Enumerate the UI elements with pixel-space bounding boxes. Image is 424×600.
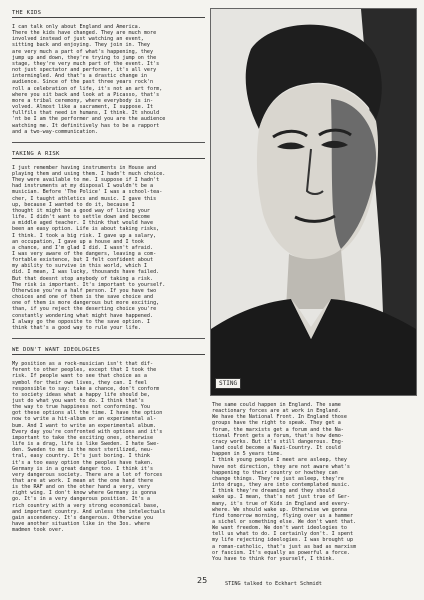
section-taking-a-risk	[12, 151, 205, 331]
left-column	[12, 10, 205, 533]
interview-credit: STING talked to Eckhart Schmidt	[225, 581, 322, 587]
section-divider	[12, 142, 205, 143]
section-body: My position as a rock-musician isn't that dif- ferent to other peoples, except that I took the risk. If people want to see that choice as a symbol for their own lives, they can. I feel responsible to say: take a chance, don't conform to society ideas what a happy life should be, just do what you want to do. I think that's the way to true happiness not conforming. You got these options all the time. I have the option now to write a hit-album or an experimental al- bum. And I want to write an experimental album. Every day you're confronted with options and it's important to take the exciting ones, otherwise life is a drag, life is like Sweden. I hate Swe- den. Sweden to me is the most sterilized, neu- tral, easy country. It's just boring. I think it's a too easy option the peoples have taken. Germany is in a great danger too. I think it's very dangerous society. There are a lot of forces that are at work. I mean at the one hand there is the RAF and on the other hand a very, very right wing. I don't know where Germany is gonna go. It's in a very dangerous position. It's a rich country with a very strong economical base, and important country. And unless the intelectuals gain ascendency. It's dangerous. Otherwise you have another situation like in the 3os. where madmen took over.	[12, 361, 166, 534]
section-body: I can talk only about England and America. There the kids have changed. They are much more involved instead of just watching an event, sitting back and enjoying. They join in. They are very much a part of what's happening, they jump up and down, they're trying to jump on the stage, they're very much part of the event. It's not just spectator and performer, it's all very intermingled. And that's a drastic change in audience. Since of the past three years rock'n roll a celebration of life, it's not an art form, where you sit back and look at a Picasso, that's more a tribal ceremony, where everybody is in- volved. Almost like a sacrament, I suppose. It fullfils that need in humans, I think. It should 'nt be I am the performer and you are the audience watching me. It definitively has to be a rapport and a two-way-communication.	[12, 24, 166, 135]
section-ideologies	[12, 347, 205, 533]
section-body: I just remember having instruments in House and playing them and using them. I hadn't much choice. They were available to me. I suppose if I hadn't had instruments at my disposal I wouldn't be a musician. Before 'The Police' I was a school-tea- cher, I taught athletics and music. I gave this up, because I wanted to do it, because I thought it might be a good way of living your life. I didn't want to settle down and become a middle aged teacher. I think that would have been an easy option. Life is about taking risks, I think. I took a big risk. I gave up a salary, an occupation, I gave up a house and I took a chance, and I'm glad I did. I wasn't afraid. I was very aware of the dangers, leaving a com- fortable existence, but I felt confident about my ability to survive in this world, which I did. I mean, I was lucky, thousands have failed. But that doesnt stop anybody of taking a risk. The risk is important. It's important to yourself. Otherwise you're a half person. If you have two choices and one of them is the save choice and one of them is more dangerous but more exciting, than, if you reject the deserting choice you're constantly wondering what might have happened. I alway go the opposite to the save option. I think that's a good way to rule your life.	[12, 164, 166, 331]
section-the-kids	[12, 10, 205, 135]
section-heading: TAKING A RISK	[12, 151, 205, 159]
section-heading: WE DON'T WANT IDEOLOGIES	[12, 347, 205, 355]
section-divider	[12, 338, 205, 339]
portrait-illustration	[211, 9, 416, 395]
portrait-photo	[210, 8, 417, 396]
section-heading: THE KIDS	[12, 10, 205, 18]
page-number: 25	[197, 576, 208, 585]
right-column	[212, 402, 416, 562]
continued-body: The same could happen in England. The same reactionary forces are at work in England. We have the National Front. In England those groups have the right to speak. They get a forum, the marxists get a forum and the Na- tional Front gets a forum, that's how demo- cracy works. But it's still dangerous. Eng- land could become a Nazi-Country. It could happen in 5 years time. I think young people I meet are asleep, they have not direction, they are not aware what's happening to their country or howthey can change things. They're just asleep, they're into drugs, they are into contemplated music. I think they're dreaming and they should wake up. I mean, that's not just true of Ger- many, it's true of Kids in England and every- where. We should wake up. Otherwise we gonna find tomorrow morning, flying over us a hammer a sichel or something else. We don't want that. We want freedom. We don't want ideologies to tell us what to do. I certainly don't. I spent my life rejecting ideologies. I was brought up a roman-catholic, that's just as bad as marxism or fascism. It's equally as powerful a force. You have to think for yourself, I think.	[212, 402, 357, 562]
photo-caption: STING	[215, 378, 241, 389]
